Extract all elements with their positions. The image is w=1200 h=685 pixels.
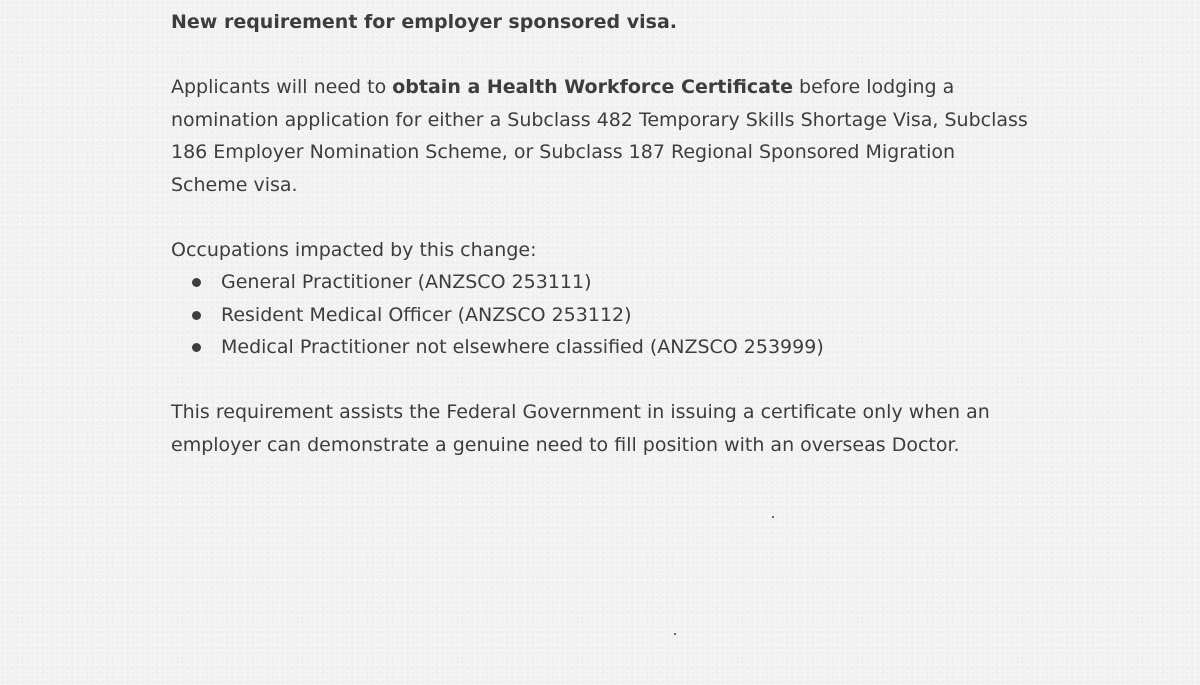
occupation-label: General Practitioner (ANZSCO 253111) [221, 271, 592, 293]
closing-paragraph: This requirement assists the Federal Government in issuing a certificate only when an employer can demonstrate a genuine need to fill position with an overseas Doctor. [171, 401, 990, 456]
occupations-list [171, 266, 1031, 364]
spacer [171, 201, 1031, 234]
stray-dot-mark [674, 633, 676, 635]
list-item [171, 299, 1031, 332]
intro-emphasis: obtain a Health Workforce Certificate [392, 76, 793, 98]
intro-paragraph [171, 71, 1031, 201]
intro-text-after: before lodging a nomination application for either a Subclass 482 Temporary Skills Shortage Visa, Subclass 186 Employer Nomination Scheme, or Subclass 187 Regional Sponsored Migration Scheme visa. [171, 76, 1028, 196]
bullet-icon [192, 343, 201, 352]
intro-text-before: Applicants will need to [171, 76, 393, 98]
occupation-label: Resident Medical Officer (ANZSCO 253112) [221, 303, 632, 326]
spacer [171, 364, 1031, 397]
occupation-label: Medical Practitioner not elsewhere classified (ANZSCO 253999) [221, 336, 824, 358]
spacer [171, 39, 1031, 72]
stray-dot-mark [772, 516, 774, 518]
list-item [171, 266, 1031, 299]
list-item [171, 331, 1031, 364]
bullet-icon [192, 278, 201, 287]
occupations-heading: Occupations impacted by this change: [171, 238, 537, 261]
document-title: New requirement for employer sponsored visa. [171, 11, 677, 33]
bullet-icon [192, 311, 201, 320]
document-body [171, 6, 1031, 461]
